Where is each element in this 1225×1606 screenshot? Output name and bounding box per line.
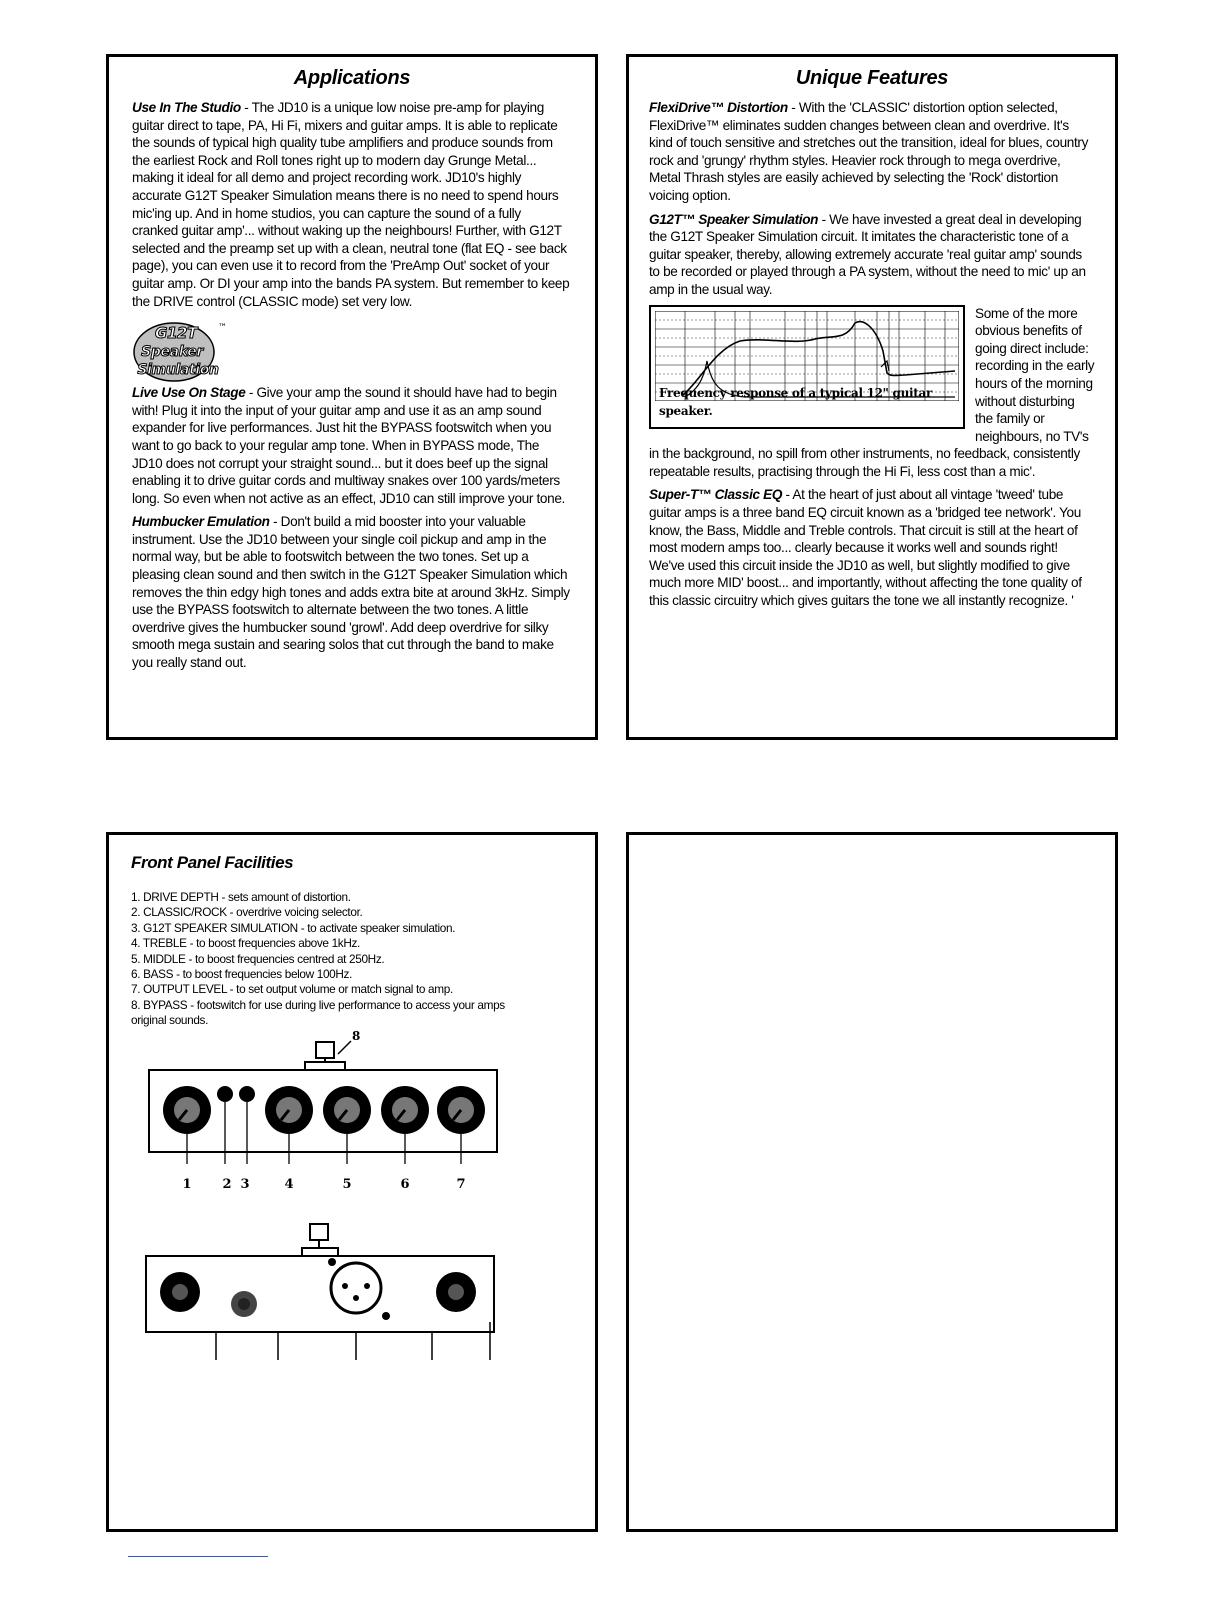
unique-features-title: Unique Features	[795, 67, 949, 89]
classic-rock-switch-icon	[217, 1086, 233, 1102]
stage-heading: Live Use On Stage	[132, 385, 246, 401]
humbucker-heading: Humbucker Emulation	[132, 514, 270, 530]
super-t-eq-heading: Super-T™ Classic EQ	[649, 487, 783, 503]
knob-drive-icon	[163, 1086, 211, 1134]
g12t-text: - We have invested a great deal in developing the G12T Speaker Simulation circuit. It imitates the characteristic tone of a guitar speaker, thereby, allowing extremely accurate 'real guitar amp' sounds to be recorded or played through a PA system, without the need to mic' up an amp in the usual way.	[649, 211, 1086, 297]
callout-6: 6	[400, 1177, 410, 1192]
callout-8: 8	[352, 1030, 361, 1043]
humbucker-paragraph	[132, 513, 570, 671]
unique-features-panel	[626, 54, 1118, 740]
g12t-speaker-simulation-logo	[132, 318, 228, 382]
g12t-heading: G12T™ Speaker Simulation	[649, 211, 819, 227]
callout-1: 1	[182, 1177, 192, 1192]
facilities-list	[131, 890, 511, 1029]
flexidrive-text: - With the 'CLASSIC' distortion option selected, FlexiDrive™ eliminates sudden changes between clean and overdrive. It's kind of touch sensitive and stretches out the transition, ideal for blues, country rock and 'grungy' rhythm styles. Heavier rock through to mega overdrive, Metal Thrash styles are easily achieved by selecting the 'Rock' distortion voicing option.	[649, 100, 1089, 203]
facility-item: 4. TREBLE - to boost frequencies above 1kHz.	[131, 936, 360, 951]
applications-panel	[106, 54, 598, 740]
callout-4: 4	[284, 1177, 294, 1192]
flexidrive-paragraph	[649, 99, 1095, 205]
super-t-eq-paragraph	[649, 486, 1095, 609]
facilities-list-wrapper	[131, 890, 511, 1029]
knob-output-icon	[437, 1086, 485, 1134]
front-panel-diagram	[139, 1030, 519, 1200]
power-socket-icon	[231, 1291, 257, 1317]
applications-body	[132, 99, 570, 678]
facility-item: 1. DRIVE DEPTH - sets amount of distortion.	[131, 890, 351, 904]
footswitch-icon	[310, 1224, 328, 1240]
bypass-footswitch-icon	[316, 1042, 334, 1058]
bottom-rule	[128, 1556, 268, 1557]
figure-caption: Frequency response of a typical 12" guitar speaker.	[659, 386, 933, 418]
logo-line-3: Simulation	[137, 362, 219, 379]
logo-line-2: Speaker	[141, 344, 203, 361]
studio-paragraph	[132, 99, 570, 310]
super-t-eq-text: - At the heart of just about all vintage 'tweed' tube guitar amps is a three band EQ circuit known as a 'bridged tee network'. You know, the Bass, Middle and Treble controls. That circuit is still at the heart of most modern amps too... clearly because it works well and sounds right! We've used this circuit inside the JD10 as well, but slightly modified to give much more MID' boost... and importantly, without affecting the tone quality of this classic circuitry which gives guitars the tone we all instantly recognize. '	[649, 487, 1082, 609]
knob-middle-icon	[323, 1086, 371, 1134]
g12t-paragraph	[649, 211, 1095, 299]
input-jack-icon	[160, 1272, 200, 1312]
logo-line-1: G12T	[154, 324, 198, 343]
benefits-paragraph: Some of the more obvious benefits of going direct include: recording in the early hours of the morning without disturbing the family or neighbours, no TV's in the background, no spill from other instruments, no feedback, consistently repeatable results, practising through the Hi Fi, less cost than a mic'.	[649, 305, 1095, 479]
callout-5: 5	[342, 1177, 352, 1192]
rear-panel-diagram	[140, 1222, 510, 1372]
facility-item: 2. CLASSIC/ROCK - overdrive voicing selector.	[131, 905, 363, 920]
knob-bass-icon	[381, 1086, 429, 1134]
facility-item: 3. G12T SPEAKER SIMULATION - to activate speaker simulation.	[131, 920, 456, 935]
studio-text: - The JD10 is a unique low noise pre-amp for playing guitar direct to tape, PA, Hi Fi, mixers and guitar amps. It is able to replicate the sounds of typical high quality tube amplifiers and produce sounds from the earliest Rock and Roll tones right up to modern day Grunge Metal... making it ideal for all demo and project recording work. JD10's highly accurate G12T Speaker Simulation means there is no need to spend hours mic'ing up. And in home studios, you can capture the sound of a fully cranked guitar amp'... without waking up the neighbours! Further, with G12T selected and the preamp set up with a clean, neutral tone (flat EQ - see back page), you can even use it to record from the 'PreAmp Out' socket of your guitar amp. Or DI your amp into the bands PA system. But remember to keep the DRIVE control (CLASSIC mode) set very low.	[132, 100, 570, 309]
callout-2: 2	[222, 1177, 232, 1192]
facility-item: 7. OUTPUT LEVEL - to set output volume or match signal to amp.	[131, 982, 453, 997]
logo-tm: ™	[218, 323, 227, 334]
g12t-switch-icon	[239, 1086, 255, 1102]
facility-item: 6. BASS - to boost frequencies below 100Hz.	[131, 967, 353, 982]
humbucker-text: - Don't build a mid booster into your valuable instrument. Use the JD10 between your single coil pickup and amp in the normal way, but be able to footswitch between the two tones. Set up a pleasing clean sound and then switch in the G12T Speaker Simulation which removes the thin edgy high tones and adds extra bite at around 3kHz. Simply use the BYPASS footswitch to alternate between the two tones. A little overdrive gives the humbucker sound 'growl'. Add deep overdrive for silky smooth mega sustain and searing solos that cut through the band to make you really stand out.	[132, 514, 570, 671]
flexidrive-heading: FlexiDrive™ Distortion	[649, 100, 788, 115]
frequency-response-figure	[649, 305, 965, 429]
applications-title: Applications	[293, 67, 411, 89]
unique-features-body	[649, 99, 1095, 616]
front-panel-title: Front Panel Facilities	[131, 853, 294, 872]
callout-7: 7	[456, 1177, 466, 1192]
callout-3: 3	[240, 1177, 250, 1192]
stage-text: - Give your amp the sound it should have had to begin with! Plug it into the input of your guitar amp and use it as an amp sound expander for live performances. Just hit the BYPASS footswitch when you want to go back to your regular amp tone. When in BYPASS mode, The JD10 does not corrupt your straight sound... but it does beef up the signal enabling it to drive guitar cords and multiway snakes over 100 yards/meters long. So even when not active as an effect, JD10 can still improve your tone.	[132, 385, 565, 506]
stage-paragraph	[132, 384, 570, 507]
facility-item: 5. MIDDLE - to boost frequencies centred at 250Hz.	[131, 951, 385, 966]
facility-item: 8. BYPASS - footswitch for use during live performance to access your amps original sounds.	[131, 997, 505, 1028]
front-panel-facilities-panel	[106, 832, 598, 1532]
blank-panel	[626, 832, 1118, 1532]
studio-heading: Use In The Studio	[132, 100, 241, 115]
knob-treble-icon	[265, 1086, 313, 1134]
output-jack-icon	[436, 1272, 476, 1312]
